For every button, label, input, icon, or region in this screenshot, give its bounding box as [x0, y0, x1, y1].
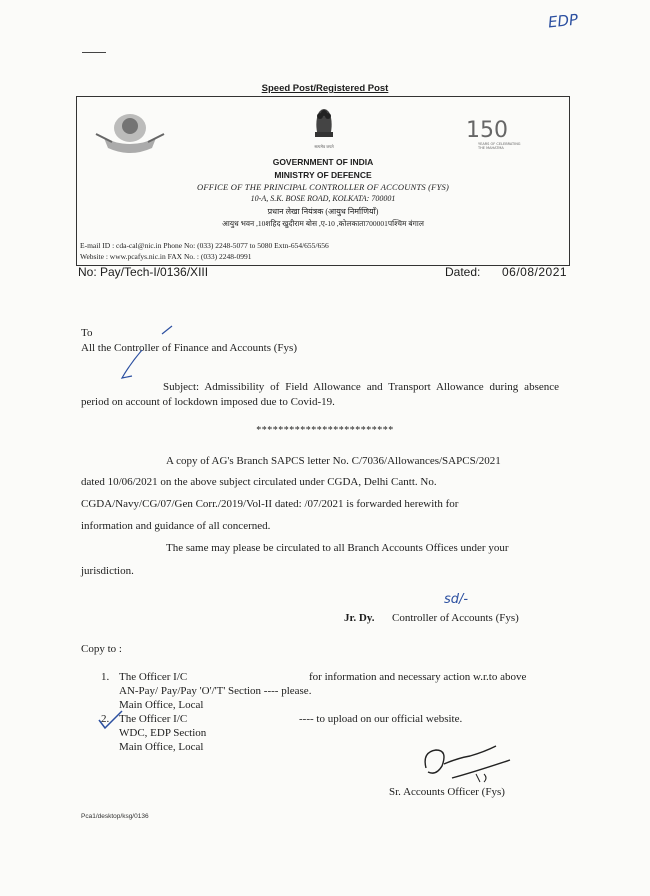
gandhi-150-logo — [466, 116, 546, 156]
ministry-heading: MINISTRY OF DEFENCE — [274, 170, 372, 180]
office-name: OFFICE OF THE PRINCIPAL CONTROLLER OF ACCOUNTS (FYS) — [197, 182, 449, 192]
reference-number: No: Pay/Tech-I/0136/XIII — [78, 265, 209, 279]
website-fax-line: Website : www.pcafys.nic.in FAX No. : (033) 2248-0991 — [80, 252, 252, 261]
dash-mark — [82, 52, 106, 53]
para2-line2: jurisdiction. — [81, 565, 134, 577]
email-phone-line: E-mail ID : cda-cal@nic.in Phone No: (033) 2248-5077 to 5080 Extn-654/655/656 — [80, 241, 329, 250]
logo-150-caption: YEARS OF CELEBRATING THE MAHATMA — [478, 142, 521, 150]
handwritten-signature-icon — [418, 738, 522, 792]
logo-150-number: 150 — [466, 118, 508, 143]
copy-item-1-line1: The Officer I/C — [119, 671, 188, 683]
para1-line2: dated 10/06/2021 on the above subject circulated under CGDA, Delhi Cantt. No. — [81, 476, 437, 488]
separator: ************************* — [256, 425, 394, 436]
letter-date: 06/08/2021 — [502, 265, 568, 279]
copy-item-2-number: 2. — [101, 713, 110, 725]
signature2-designation: Sr. Accounts Officer (Fys) — [389, 786, 505, 798]
office-name-hindi: प्रधान लेखा नियंत्रक (आयुध निर्माणियाँ) — [267, 207, 379, 216]
emblem-caption: सत्यमेव जयते — [314, 144, 334, 149]
para1-line1: A copy of AG's Branch SAPCS letter No. C/7036/Allowances/SAPCS/2021 — [166, 455, 501, 467]
to-label: To — [81, 327, 93, 339]
post-type: Speed Post/Registered Post — [261, 83, 389, 94]
copy-item-2-line2: WDC, EDP Section — [119, 727, 207, 739]
checkmark-icon — [96, 708, 126, 732]
defence-accounts-crest-icon — [90, 108, 170, 160]
para1-line3: CGDA/Navy/CG/07/Gen Corr./2019/Vol-II dated: /07/2021 is forwarded herewith for — [81, 498, 459, 510]
copy-item-2-line1: The Officer I/C — [119, 713, 188, 725]
national-emblem-icon — [307, 104, 341, 146]
signature1-designation: Controller of Accounts (Fys) — [392, 612, 519, 624]
footer-reference: Pca1/desktop/ksg/0136 — [81, 813, 149, 820]
corner-mark: EDP — [547, 10, 579, 32]
signature1-prefix: Jr. Dy. — [344, 612, 375, 624]
para1-line4: information and guidance of all concerned. — [81, 520, 271, 532]
copy-item-1-line3: Main Office, Local — [119, 699, 204, 711]
office-address: 10-A, S.K. BOSE ROAD, KOLKATA: 700001 — [250, 194, 396, 203]
para2-line1: The same may please be circulated to all Branch Accounts Offices under your — [166, 542, 509, 554]
addressee: All the Controller of Finance and Accounts (Fys) — [81, 342, 297, 354]
copy-item-2-note: ---- to upload on our official website. — [299, 713, 463, 725]
subject: Subject: Admissibility of Field Allowance and Transport Allowance during absence period on account of lockdown imposed due to Covid-19. — [81, 381, 559, 408]
copy-item-1-note: for information and necessary action w.r.to above — [309, 671, 527, 683]
copy-to-label: Copy to : — [81, 643, 122, 655]
copy-item-2-line3: Main Office, Local — [119, 741, 204, 753]
copy-item-1-line2: AN-Pay/ Pay/Pay 'O'/'T' Section ---- please. — [119, 685, 312, 697]
office-address-hindi: आयुध भवन ,10शहिद खुदीराम बोस ,ए-10 ,कोलकाता700001पश्चिम बंगाल — [222, 219, 424, 228]
pen-mark-icon — [112, 320, 182, 386]
dated-label: Dated: — [445, 265, 481, 279]
signature-sd: sd/- — [444, 592, 469, 607]
copy-item-1-number: 1. — [101, 671, 110, 683]
govt-heading: GOVERNMENT OF INDIA — [272, 157, 374, 167]
